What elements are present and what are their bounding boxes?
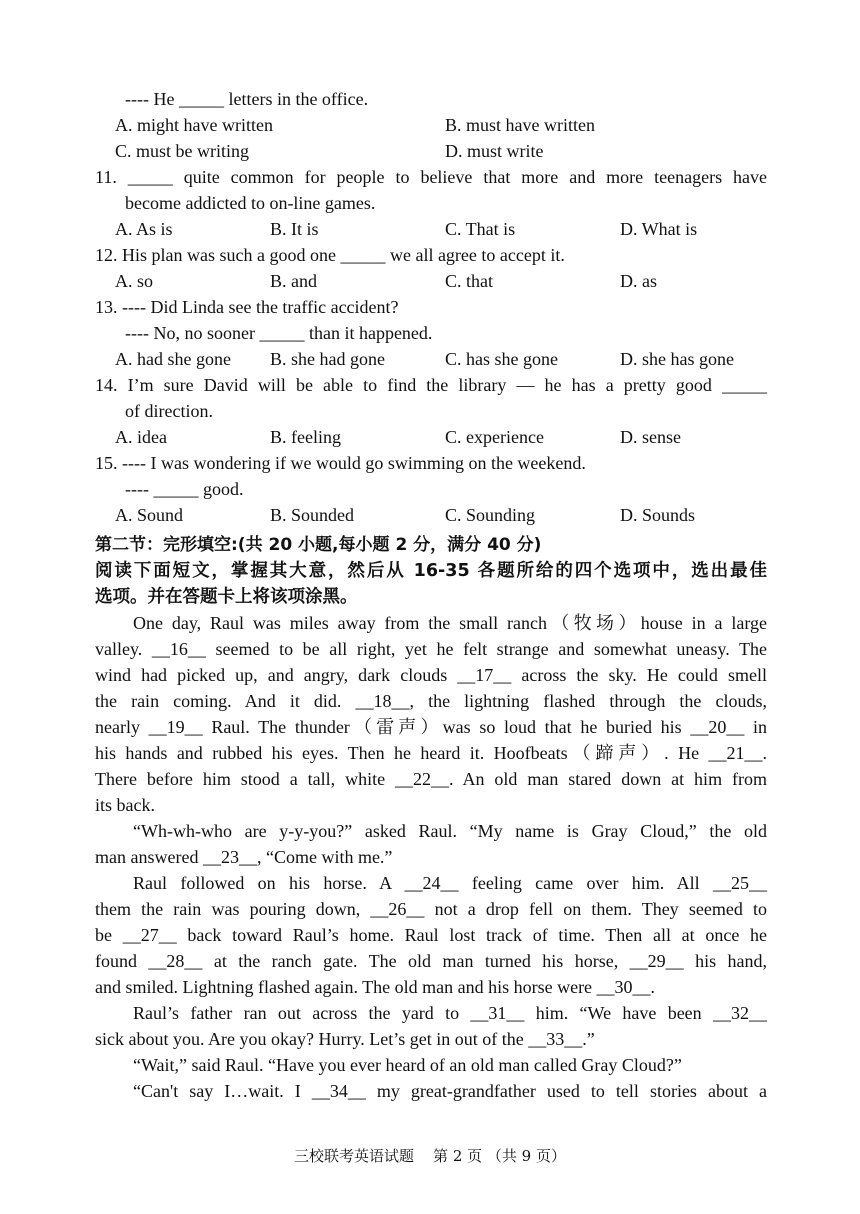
q12-stem: 12. His plan was such a good one _____ we all agree to accept it. — [95, 245, 565, 265]
q10-option-a: A. might have written — [115, 115, 273, 135]
page-footer: 三校联考英语试题 第 2 页 （共 9 页） — [293, 1147, 566, 1165]
passage-line-6: his hands and rubbed his eyes. Then he heard it. Hoofbeats（蹄声）. He __21__. — [95, 743, 767, 763]
passage-line-16: Raul’s father ran out across the yard to __31__ him. “We have been __32__ — [133, 1003, 767, 1023]
q14-option-b: B. feeling — [270, 427, 341, 447]
passage-line-14: found __28__ at the ranch gate. The old man turned his horse, __29__ his hand, — [95, 951, 767, 971]
q13-stem-line1: 13. ---- Did Linda see the traffic accident? — [95, 297, 399, 317]
passage-line-7: There before him stood a tall, white __22__. An old man stared down at him from — [95, 769, 767, 789]
passage-line-8: its back. — [95, 795, 155, 815]
q14-option-c: C. experience — [445, 427, 544, 447]
passage-line-15: and smiled. Lightning flashed again. The old man and his horse were __30__. — [95, 977, 656, 997]
q10-option-c: C. must be writing — [115, 141, 249, 161]
section2-instruction-line1: 阅读下面短文，掌握其大意，然后从 16-35 各题所给的四个选项中，选出最佳 — [95, 561, 767, 581]
passage-line-10: man answered __23__, “Come with me.” — [95, 847, 393, 867]
passage-line-1: One day, Raul was miles away from the small ranch（牧场）house in a large — [133, 613, 767, 633]
q14-option-d: D. sense — [620, 427, 681, 447]
q15-option-a: A. Sound — [115, 505, 184, 525]
q13-stem-line2: ---- No, no sooner _____ than it happened. — [125, 323, 433, 343]
passage-line-18: “Wait,” said Raul. “Have you ever heard of an old man called Gray Cloud?” — [133, 1055, 682, 1075]
q10-answer-line: ---- He _____ letters in the office. — [125, 89, 369, 109]
q13-option-c: C. has she gone — [445, 349, 558, 369]
q15-option-d: D. Sounds — [620, 505, 696, 525]
q13-option-b: B. she had gone — [270, 349, 385, 369]
q15-stem-line2: ---- _____ good. — [125, 479, 244, 499]
q12-option-a: A. so — [115, 271, 154, 291]
section2-instruction-line2: 选项。并在答题卡上将该项涂黑。 — [95, 587, 358, 607]
q10-option-b: B. must have written — [445, 115, 595, 135]
q11-option-a: A. As is — [115, 219, 173, 239]
q11-option-d: D. What is — [620, 219, 698, 239]
passage-line-19: “Can't say I…wait. I __34__ my great-grandfather used to tell stories about a — [133, 1081, 767, 1101]
q14-option-a: A. idea — [115, 427, 167, 447]
q15-option-c: C. Sounding — [445, 505, 536, 525]
passage-line-4: the rain coming. And it did. __18__, the lightning flashed through the clouds, — [95, 691, 767, 711]
q11-stem-line2: become addicted to on-line games. — [125, 193, 376, 213]
passage-line-12: them the rain was pouring down, __26__ not a drop fell on them. They seemed to — [95, 899, 767, 919]
q11-stem-line1: 11. _____ quite common for people to believe that more and more teenagers have — [95, 167, 767, 187]
passage-line-17: sick about you. Are you okay? Hurry. Let’s get in out of the __33__.” — [95, 1029, 595, 1049]
passage-line-13: be __27__ back toward Raul’s home. Raul lost track of time. Then all at once he — [95, 925, 767, 945]
q11-option-c: C. That is — [445, 219, 516, 239]
q13-option-a: A. had she gone — [115, 349, 231, 369]
q15-option-b: B. Sounded — [270, 505, 355, 525]
q10-option-d: D. must write — [445, 141, 544, 161]
q12-option-c: C. that — [445, 271, 493, 291]
q12-option-b: B. and — [270, 271, 317, 291]
q11-option-b: B. It is — [270, 219, 319, 239]
passage-line-5: nearly __19__ Raul. The thunder（雷声）was so loud that he buried his __20__ in — [95, 717, 767, 737]
q14-stem-line2: of direction. — [125, 401, 213, 421]
passage-line-3: wind had picked up, and angry, dark clouds __17__ across the sky. He could smell — [95, 665, 767, 685]
q13-option-d: D. she has gone — [620, 349, 734, 369]
passage-line-2: valley. __16__ seemed to be all right, yet he felt strange and somewhat uneasy. The — [95, 639, 767, 659]
passage-line-11: Raul followed on his horse. A __24__ feeling came over him. All __25__ — [133, 873, 767, 893]
q12-option-d: D. as — [620, 271, 657, 291]
q15-stem-line1: 15. ---- I was wondering if we would go swimming on the weekend. — [95, 453, 586, 473]
section2-heading: 第二节：完形填空:(共 20 小题,每小题 2 分，满分 40 分) — [95, 535, 542, 555]
q14-stem-line1: 14. I’m sure David will be able to find the library — he has a pretty good _____ — [95, 375, 767, 395]
passage-line-9: “Wh-wh-who are y-y-you?” asked Raul. “My name is Gray Cloud,” the old — [133, 821, 767, 841]
